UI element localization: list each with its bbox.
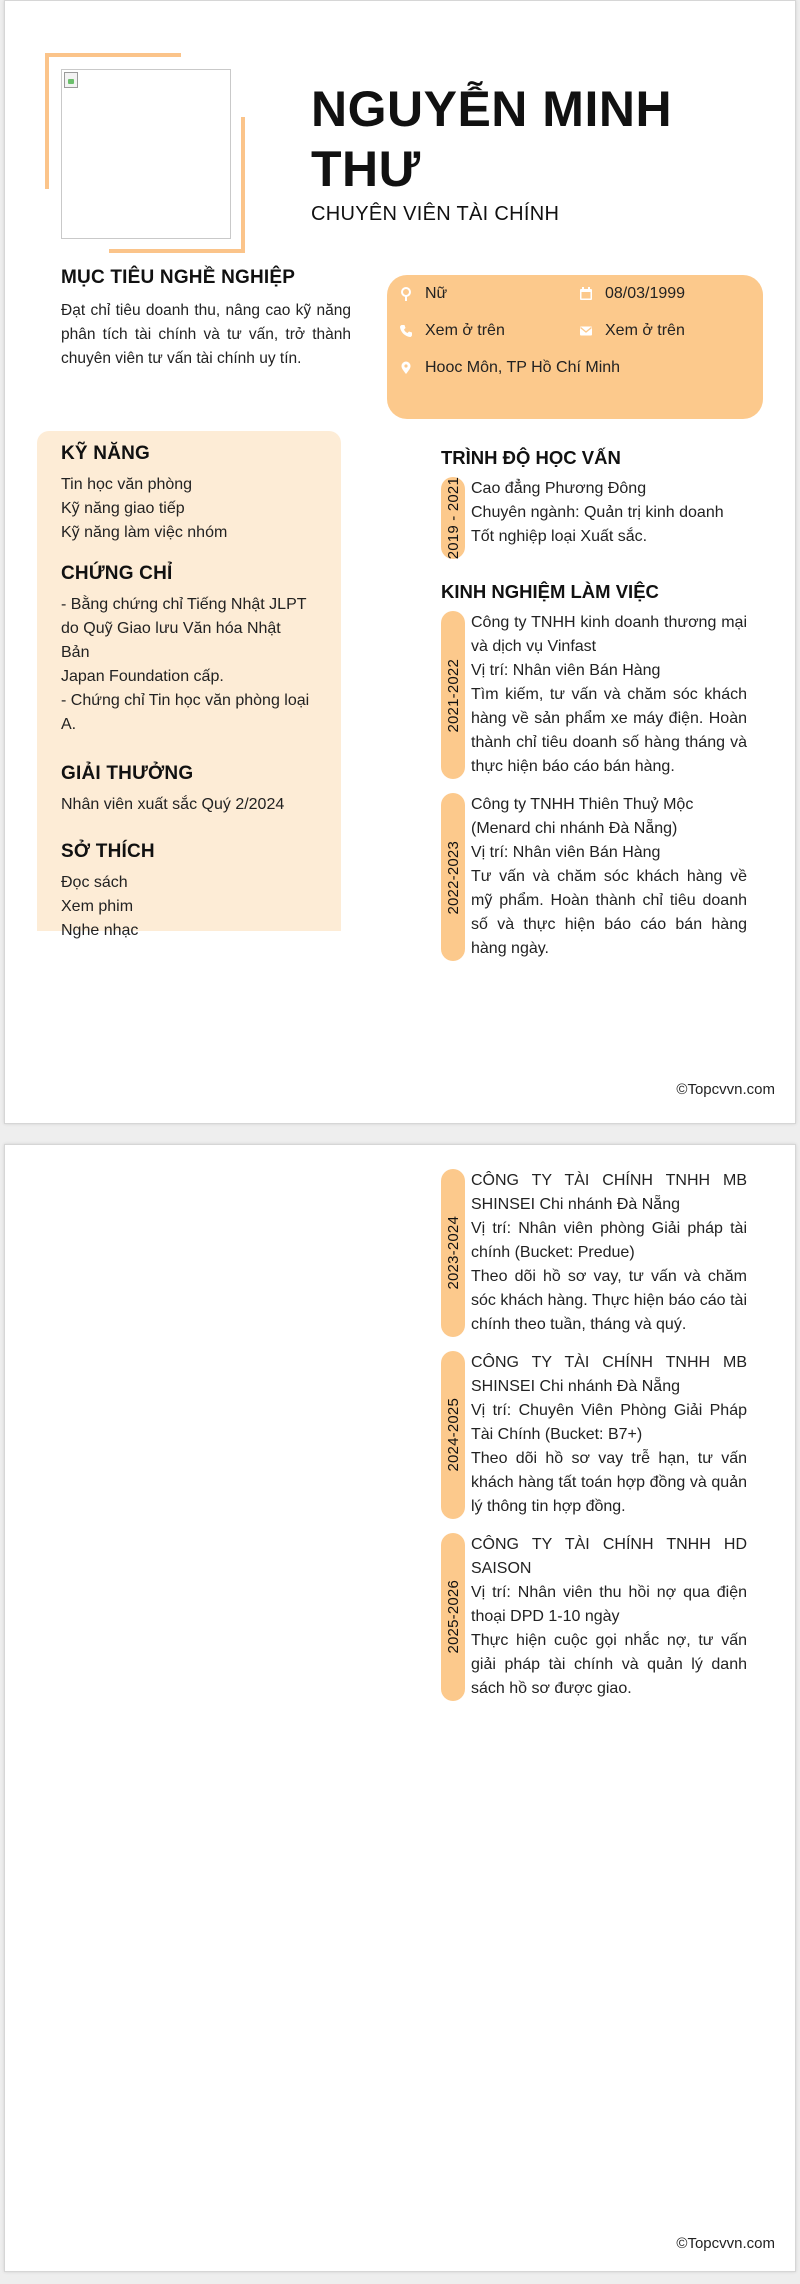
entry-line: Vị trí: Nhân viên Bán Hàng — [471, 662, 661, 680]
contact-gender: Nữ — [399, 285, 447, 303]
right-column-page-2 — [441, 1169, 747, 1715]
candidate-name: NGUYỄN MINH THƯ — [311, 81, 673, 197]
footer-watermark: ©Topcvvn.com — [676, 2235, 775, 2252]
entry-line: (Menard chi nhánh Đà Nẵng) — [471, 820, 678, 838]
skills-section — [61, 443, 317, 545]
career-objective-title: MỤC TIÊU NGHỀ NGHIỆP — [61, 267, 296, 288]
envelope-icon — [579, 324, 593, 338]
career-objective-text: Đạt chỉ tiêu doanh thu, nâng cao kỹ năng phân tích tài chính và tư vấn, trở thành chuyên viên tư vấn tài chính uy tín. — [61, 302, 351, 367]
calendar-icon — [579, 287, 593, 301]
photo-frame — [45, 53, 245, 253]
entry-line: Tư vấn và chăm sóc khách hàng về mỹ phẩm. Hoàn thành chỉ tiêu doanh số và thực hiện báo cáo bán hàng hàng ngày. — [471, 868, 747, 958]
entry-line: Công ty TNHH Thiên Thuỷ Mộc — [471, 796, 694, 814]
period-badge: 2022-2023 — [441, 793, 465, 961]
contact-address: Hooc Môn, TP Hồ Chí Minh — [399, 359, 620, 377]
certificate-line: - Bằng chứng chỉ Tiếng Nhật JLPT — [61, 596, 307, 613]
cv-page-1 — [4, 0, 796, 1124]
location-pin-icon — [399, 361, 413, 375]
entry-line: CÔNG TY TÀI CHÍNH TNHH HD SAISON — [471, 1536, 747, 1577]
entry-line: Tốt nghiệp loại Xuất sắc. — [471, 528, 648, 545]
period-badge: 2021-2022 — [441, 611, 465, 779]
certificate-line: Bản — [61, 644, 90, 661]
hobbies-section — [61, 841, 317, 943]
skill-item: Kỹ năng làm việc nhóm — [61, 524, 228, 541]
entry-line: CÔNG TY TÀI CHÍNH TNHH MB SHINSEI Chi nhánh Đà Nẵng — [471, 1354, 747, 1395]
hobby-item: Xem phim — [61, 898, 134, 915]
skills-title: KỸ NĂNG — [61, 443, 151, 464]
experience-entry — [441, 793, 747, 961]
experience-title: KINH NGHIỆM LÀM VIỆC — [441, 581, 659, 603]
contact-email: Xem ở trên — [579, 322, 685, 340]
hobbies-title: SỞ THÍCH — [61, 841, 155, 862]
entry-line: Theo dõi hồ sơ vay, tư vấn và chăm sóc khách hàng. Thực hiện báo cáo tài chính theo tuần, tháng và quý. — [471, 1268, 747, 1333]
profile-photo — [61, 69, 231, 239]
contact-card — [387, 275, 763, 419]
skill-item: Kỹ năng giao tiếp — [61, 500, 185, 517]
entry-line: Cao đẳng Phương Đông — [471, 480, 647, 497]
contact-phone: Xem ở trên — [399, 322, 505, 340]
entry-line: Vị trí: Nhân viên thu hồi nợ qua điện thoại DPD 1-10 ngày — [471, 1584, 747, 1625]
entry-line: CÔNG TY TÀI CHÍNH TNHH MB SHINSEI Chi nhánh Đà Nẵng — [471, 1172, 747, 1213]
entry-line: Vị trí: Nhân viên phòng Giải pháp tài chính (Bucket: Predue) — [471, 1220, 747, 1261]
certificate-line: do Quỹ Giao lưu Văn hóa Nhật — [61, 620, 281, 637]
cv-page-2 — [4, 1144, 796, 2272]
entry-line: Chuyên ngành: Quản trị kinh doanh — [471, 504, 724, 521]
footer-watermark: ©Topcvvn.com — [676, 1081, 775, 1098]
experience-entry — [441, 611, 747, 779]
job-title: CHUYÊN VIÊN TÀI CHÍNH — [311, 203, 560, 225]
hobby-item: Đọc sách — [61, 874, 128, 891]
right-column-page-1 — [441, 447, 747, 975]
certificates-section — [61, 563, 317, 737]
certificate-line: - Chứng chỉ Tin học văn phòng loại — [61, 692, 310, 709]
entry-line: Thực hiện cuộc gọi nhắc nợ, tư vấn giải pháp tài chính và quản lý danh sách hồ sơ được giao. — [471, 1632, 747, 1697]
experience-entry — [441, 1169, 747, 1337]
entry-line: Theo dõi hồ sơ vay trễ hạn, tư vấn khách hàng tất toán hợp đồng và quản lý thông tin hợp đồng. — [471, 1450, 747, 1515]
education-entry — [441, 477, 747, 559]
entry-line: Công ty TNHH kinh doanh thương mại và dịch vụ Vinfast — [471, 614, 747, 656]
entry-line: Tìm kiếm, tư vấn và chăm sóc khách hàng về sản phẩm xe máy điện. Hoàn thành chỉ tiêu doanh số hàng tháng và thực hiện báo cáo bán hàng. — [471, 686, 747, 776]
awards-title: GIẢI THƯỞNG — [61, 763, 194, 784]
skill-item: Tin học văn phòng — [61, 476, 193, 493]
period-badge: 2025-2026 — [441, 1533, 465, 1701]
hobby-item: Nghe nhạc — [61, 922, 139, 939]
award-item: Nhân viên xuất sắc Quý 2/2024 — [61, 796, 285, 813]
period-badge: 2019 - 2021 — [441, 477, 465, 559]
certificate-line: A. — [61, 716, 77, 733]
entry-line: Vị trí: Chuyên Viên Phòng Giải Pháp Tài Chính (Bucket: B7+) — [471, 1402, 747, 1443]
contact-birthday: 08/03/1999 — [579, 285, 685, 303]
certificates-title: CHỨNG CHỈ — [61, 563, 173, 584]
experience-entry — [441, 1351, 747, 1519]
gender-icon — [399, 287, 413, 301]
broken-image-icon — [64, 72, 78, 88]
certificate-line: Japan Foundation cấp. — [61, 668, 224, 685]
education-title: TRÌNH ĐỘ HỌC VẤN — [441, 447, 621, 468]
phone-icon — [399, 324, 413, 338]
career-objective-section — [61, 267, 351, 371]
left-sidebar — [37, 431, 341, 939]
period-badge: 2023-2024 — [441, 1169, 465, 1337]
awards-section — [61, 763, 317, 817]
entry-line: Vị trí: Nhân viên Bán Hàng — [471, 844, 661, 862]
experience-entry — [441, 1533, 747, 1701]
period-badge: 2024-2025 — [441, 1351, 465, 1519]
